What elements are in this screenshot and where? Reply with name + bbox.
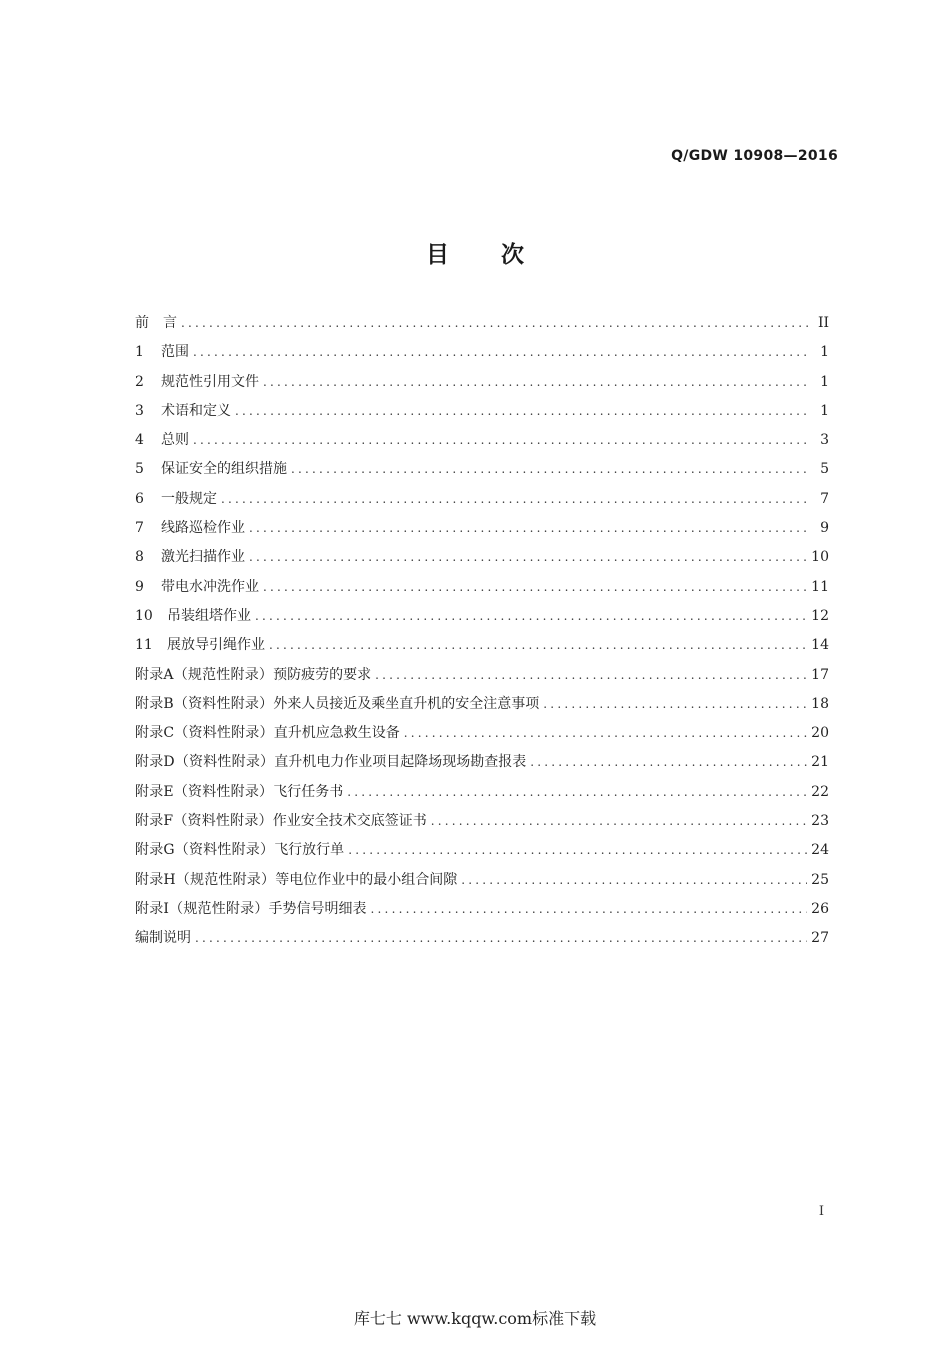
toc-label: 飞行放行单: [274, 842, 345, 859]
page-number: I: [818, 1204, 824, 1219]
toc-entry-11[interactable]: [135, 631, 829, 660]
toc-page-number: 17: [811, 666, 829, 683]
toc-page-number: 7: [820, 490, 829, 507]
toc-leader-dots: [193, 338, 811, 367]
toc-entry-1[interactable]: [135, 338, 829, 367]
toc-section-number: 5: [135, 461, 144, 478]
toc-entry-foreword[interactable]: [135, 309, 829, 338]
toc-appendix-prefix: 附录B（资料性附录）: [135, 695, 274, 712]
toc-leader-dots: [181, 309, 811, 338]
toc-leader-dots: [530, 748, 807, 777]
toc-appendix-prefix: 附录G（资料性附录）: [135, 842, 275, 859]
toc-appendix-h[interactable]: [135, 866, 829, 895]
toc-label: 吊装组塔作业: [167, 607, 251, 624]
toc-entry-7[interactable]: [135, 514, 829, 543]
toc-leader-dots: [543, 690, 807, 719]
toc-page-number: 23: [811, 813, 829, 830]
toc-entry-4[interactable]: [135, 426, 829, 455]
toc-appendix-i[interactable]: [135, 895, 829, 924]
toc-leader-dots: [431, 807, 807, 836]
toc-page-number: 1: [820, 402, 829, 419]
toc-page-number: 1: [820, 373, 829, 390]
title-char-2: 次: [501, 242, 524, 268]
toc-page-number: 9: [820, 520, 829, 537]
toc-leader-dots: [249, 543, 807, 572]
toc-label: 总则: [161, 432, 189, 449]
toc-section-number: 6: [135, 490, 144, 507]
toc-section-number: 4: [135, 432, 144, 449]
toc-leader-dots: [371, 895, 808, 924]
toc-appendix-prefix: 附录C（资料性附录）: [135, 725, 274, 742]
toc-label: 飞行任务书: [273, 783, 344, 800]
toc-appendix-d[interactable]: [135, 748, 829, 777]
toc-page-number: II: [817, 315, 829, 331]
toc-label: 术语和定义: [161, 402, 231, 419]
toc-leader-dots: [235, 397, 811, 426]
toc-leader-dots: [221, 485, 811, 514]
toc-page-number: 10: [811, 549, 829, 566]
toc-label: 带电水冲洗作业: [161, 578, 259, 595]
toc-page-number: 5: [820, 461, 829, 478]
toc-appendix-prefix: 附录H（规范性附录）: [135, 871, 276, 888]
toc-label: 展放导引绳作业: [167, 637, 265, 654]
toc-leader-dots: [348, 836, 807, 865]
toc-section-number: 7: [135, 520, 144, 537]
toc-label: 预防疲劳的要求: [273, 666, 372, 683]
toc-page-number: 27: [811, 930, 829, 947]
toc-label: 激光扫描作业: [161, 549, 245, 566]
toc-label: 保证安全的组织措施: [161, 461, 287, 478]
toc-label: 前 言: [135, 315, 177, 331]
toc-section-number: 10: [135, 607, 153, 624]
toc-label: 范围: [161, 344, 189, 361]
toc-appendix-prefix: 附录F（资料性附录）: [135, 813, 273, 830]
toc-page-number: 20: [811, 725, 829, 742]
toc-leader-dots: [195, 924, 807, 953]
toc-leader-dots: [193, 426, 811, 455]
toc-section-number: 1: [135, 344, 144, 361]
toc-leader-dots: [269, 631, 807, 660]
toc-section-number: 11: [135, 637, 153, 654]
toc-appendix-g[interactable]: [135, 836, 829, 865]
toc-leader-dots: [263, 573, 807, 602]
title-char-1: 目: [426, 242, 449, 268]
toc-entry-2[interactable]: [135, 368, 829, 397]
toc-label: 手势信号明细表: [268, 900, 367, 917]
toc-leader-dots: [255, 602, 807, 631]
toc-entry-compilation-notes[interactable]: [135, 924, 829, 953]
toc-page-number: 11: [811, 578, 829, 595]
toc-entry-5[interactable]: [135, 455, 829, 484]
toc-leader-dots: [249, 514, 811, 543]
toc-entry-8[interactable]: [135, 543, 829, 572]
toc-appendix-prefix: 附录E（资料性附录）: [135, 783, 274, 800]
toc-page-number: 12: [811, 607, 829, 624]
toc-leader-dots: [347, 778, 807, 807]
toc-leader-dots: [375, 661, 807, 690]
toc-appendix-prefix: 附录I（规范性附录）: [135, 900, 269, 917]
table-of-contents: [135, 309, 829, 954]
toc-appendix-f[interactable]: [135, 807, 829, 836]
toc-page-number: 18: [811, 695, 829, 712]
toc-appendix-prefix: 附录D（资料性附录）: [135, 754, 275, 771]
toc-label: 规范性引用文件: [161, 373, 259, 390]
toc-leader-dots: [404, 719, 807, 748]
toc-section-number: 8: [135, 549, 144, 566]
toc-entry-6[interactable]: [135, 485, 829, 514]
toc-leader-dots: [263, 368, 811, 397]
document-code: Q/GDW 10908—2016: [671, 148, 838, 164]
toc-label: 编制说明: [135, 930, 191, 947]
footer-watermark-text: 库七七 www.kqqw.com标准下载: [353, 1309, 597, 1328]
toc-entry-10[interactable]: [135, 602, 829, 631]
toc-label: 外来人员接近及乘坐直升机的安全注意事项: [273, 695, 540, 712]
toc-appendix-a[interactable]: [135, 661, 829, 690]
toc-page-number: 3: [820, 432, 829, 449]
toc-page-number: 14: [811, 637, 829, 654]
toc-entry-3[interactable]: [135, 397, 829, 426]
toc-leader-dots: [461, 866, 807, 895]
toc-page-number: 1: [820, 344, 829, 361]
toc-label: 作业安全技术交底签证书: [272, 813, 427, 830]
toc-label: 直升机应急救生设备: [273, 725, 400, 742]
toc-section-number: 2: [135, 373, 144, 390]
toc-page-number: 21: [811, 754, 829, 771]
toc-page-number: 24: [811, 842, 829, 859]
toc-label: 直升机电力作业项目起降场现场勘查报表: [274, 754, 527, 771]
toc-leader-dots: [291, 455, 811, 484]
toc-label: 一般规定: [161, 490, 217, 507]
toc-appendix-e[interactable]: [135, 778, 829, 807]
toc-entry-9[interactable]: [135, 573, 829, 602]
toc-page-number: 26: [811, 900, 829, 917]
page-title: [0, 236, 950, 269]
toc-page-number: 25: [811, 871, 829, 888]
toc-section-number: 9: [135, 578, 144, 595]
toc-label: 线路巡检作业: [161, 520, 245, 537]
toc-label: 等电位作业中的最小组合间隙: [275, 871, 458, 888]
toc-appendix-c[interactable]: [135, 719, 829, 748]
toc-section-number: 3: [135, 402, 144, 419]
toc-page-number: 22: [811, 783, 829, 800]
toc-appendix-prefix: 附录A（规范性附录）: [135, 666, 274, 683]
toc-appendix-b[interactable]: [135, 690, 829, 719]
